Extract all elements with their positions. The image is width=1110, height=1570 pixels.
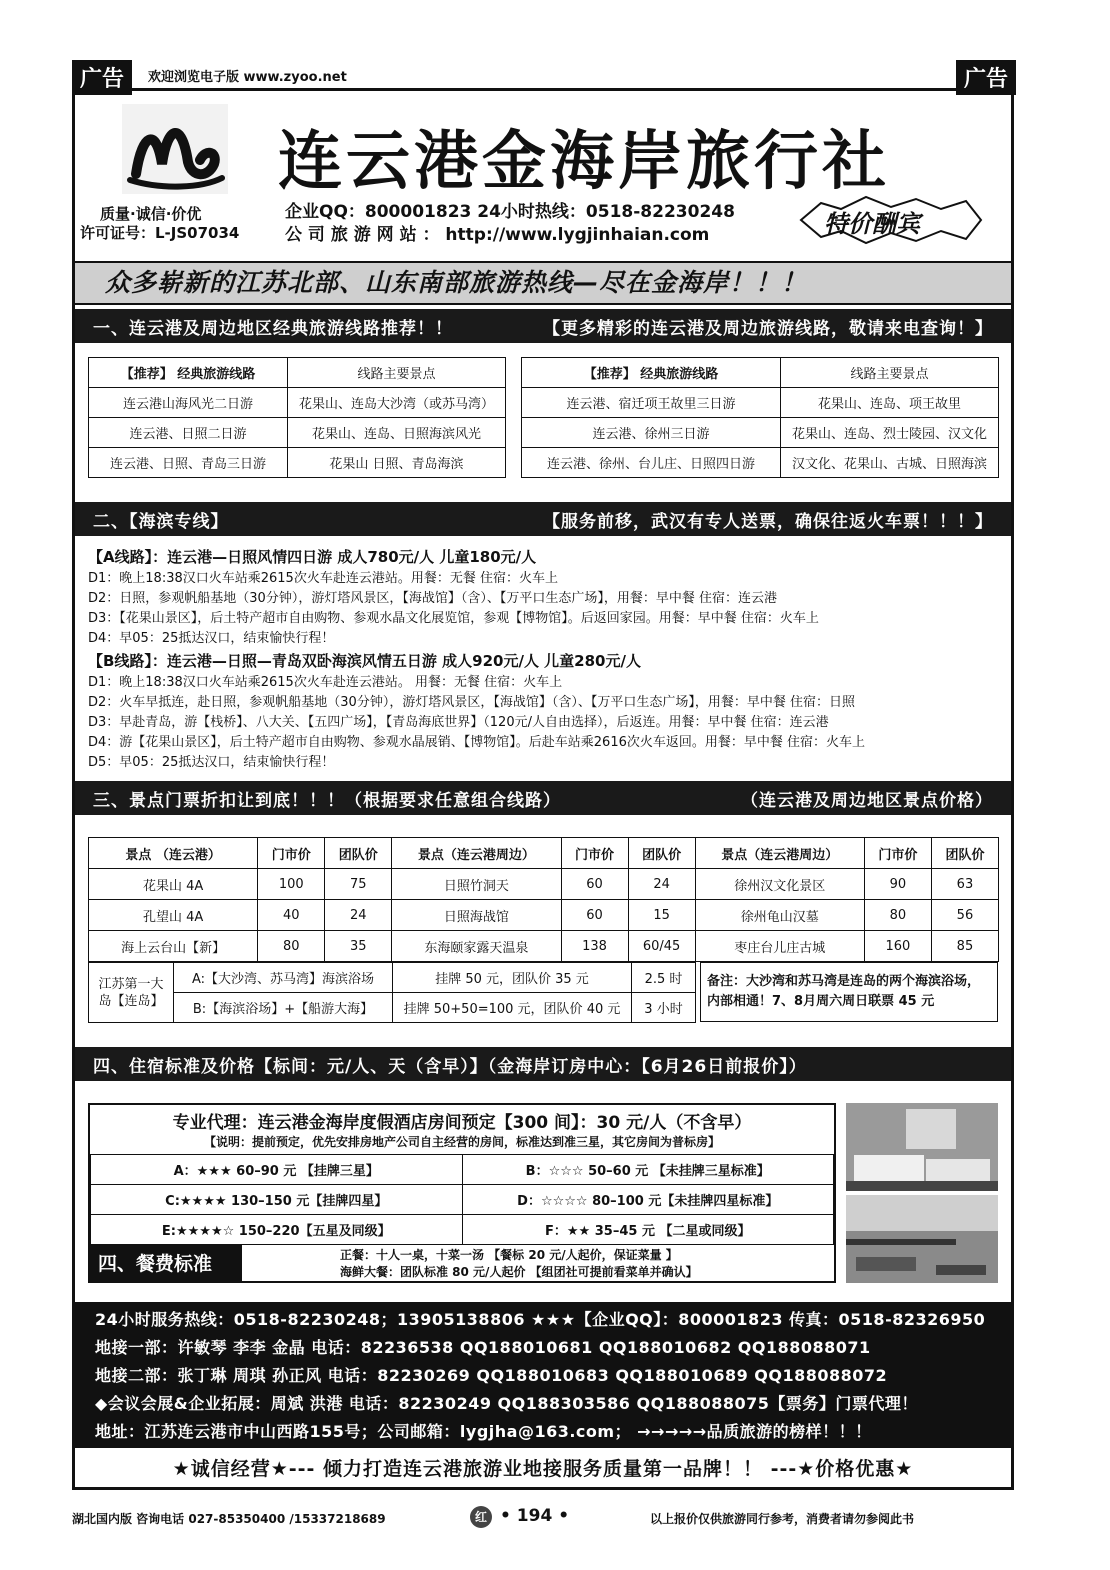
license-number: 许可证号：L-JS07034 xyxy=(80,224,240,242)
table-row: 孔望山 4A 40 24 日照海战馆 60 15 徐州龟山汉墓 80 56 xyxy=(89,900,999,931)
hotel-price-table xyxy=(90,1154,834,1245)
section2-note: 【服务前移，武汉有专人送票，确保往返火车票！！！】 xyxy=(543,511,993,532)
route-table-right: 【推荐】 经典旅游线路 线路主要景点 连云港、宿迁项王故里三日游 花果山、连岛、项王故里 连云港、徐州三日游 花果山、连岛、烈士陵园、汉文化 连云港、徐州、台儿庄、日照四日游 汉文化、花果山、古城、日照海滨 xyxy=(521,357,999,478)
dept-two: 地接二部：张丁琳 周琪 孙正风 电话：82230269 QQ188010683 QQ188010689 QQ188088072 xyxy=(95,1366,888,1385)
pier-icon xyxy=(846,1195,998,1283)
red-badge-icon: 红 xyxy=(470,1506,492,1528)
pier-photo xyxy=(846,1195,998,1283)
motto: ★诚信经营★--- 倾力打造连云港旅游业地接服务质量第一品牌！！ ---★价格优惠★ xyxy=(172,1458,914,1480)
route-a-day: D3：【花果山景区】，后土特产超市自由购物、参观水晶文化展览馆，参观【博物馆】。后返回家园。用餐：早中餐 住宿：火车上 xyxy=(88,611,819,626)
table-row: C:★★★★ 130–150 元【挂牌四星】 D：☆☆☆☆ 80–100 元【未挂牌四星标准】 xyxy=(91,1185,834,1215)
special-offer-stamp: 特价酬宾 xyxy=(796,195,986,245)
edition-info: 湖北国内版 咨询电话 027-85350400 /15337218689 xyxy=(72,1512,386,1526)
section1-bar xyxy=(75,309,1011,343)
table-row: 海上云台山【新】 80 35 东海颐家露天温泉 138 60/45 枣庄台儿庄古城 160 85 xyxy=(89,931,999,962)
table-row: 连云港、日照、青岛三日游 花果山 日照、青岛海滨 xyxy=(89,448,506,478)
contact-block xyxy=(75,1302,1011,1448)
route-table-left: 【推荐】 经典旅游线路 线路主要景点 连云港山海风光二日游 花果山、连岛大沙湾（或苏马湾） 连云港、日照二日游 花果山、连岛、日照海滨风光 连云港、日照、青岛三日游 花果山 日照、青岛海滨 xyxy=(88,357,506,478)
section2-bar xyxy=(75,502,1011,536)
table-row: 花果山 4A 100 75 日照竹洞天 60 24 徐州汉文化景区 90 63 xyxy=(89,869,999,900)
section4-bar xyxy=(75,1047,1011,1081)
logo xyxy=(122,104,228,194)
hotel-room-icon xyxy=(846,1103,998,1191)
page-number: • 194 • xyxy=(500,1506,570,1526)
route-b-day: D5：早05：25抵达汉口，结束愉快行程！ xyxy=(88,755,335,770)
route-b-day: D2：火车早抵连，赴日照，参观帆船基地（30分钟），游灯塔风景区，【海战馆】（含）、【万平口生态广场】，用餐：早中餐 住宿：日照 xyxy=(88,695,855,710)
section2-title: 二、【海滨专线】 xyxy=(93,511,229,532)
route-b-day: D1：晚上18:38汉口火车站乘2615次火车赴连云港站。 用餐：无餐 住宿：火车上 xyxy=(88,675,563,690)
table-row: 连云港、徐州、台儿庄、日照四日游 汉文化、花果山、古城、日照海滨 xyxy=(522,448,999,478)
dept-one: 地接一部：许敏琴 李李 金晶 电话：82236538 QQ188010681 QQ188010682 QQ188088071 xyxy=(95,1338,871,1357)
slogan: 质量·诚信·价优 xyxy=(100,205,202,223)
ad-tag-left: 广告 xyxy=(72,60,132,95)
route-a-day: D2：日照，参观帆船基地（30分钟），游灯塔风景区，【海战馆】（含）、【万平口生态广场】，用餐：早中餐 住宿：连云港 xyxy=(88,591,777,606)
brush-m-logo-icon xyxy=(122,104,228,194)
table-row: A：★★★ 60–90 元 【挂牌三星】 B：☆☆☆ 50–60 元 【未挂牌三星标准】 xyxy=(91,1155,834,1185)
island-note: 备注：大沙湾和苏马湾是连岛的两个海滨浴场，内部相通！7、8月周六周日联票 45 元 xyxy=(700,962,998,1022)
table-row: E:★★★★☆ 150–220【五星及同级】 F：★★ 35–45 元 【二星或同级】 xyxy=(91,1215,834,1245)
route-a-title: 【A线路】：连云港—日照风情四日游 成人780元/人 儿童180元/人 xyxy=(88,548,537,566)
meal-title: 四、餐费标准 xyxy=(90,1245,242,1283)
hotline: 24小时服务热线：0518-82230248；13905138806 ★★★【企业QQ】：800001823 传真：0518-82326950 xyxy=(95,1310,986,1329)
itinerary xyxy=(88,545,1008,773)
hotel-box xyxy=(88,1103,836,1283)
address: 地址：江苏连云港市中山西路155号；公司邮箱：lygjha@163.com； →→→→→品质旅游的榜样！！！ xyxy=(95,1422,872,1441)
section1-title: 一、连云港及周边地区经典旅游线路推荐！！ xyxy=(93,318,453,339)
table-row: 连云港山海风光二日游 花果山、连岛大沙湾（或苏马湾） xyxy=(89,388,506,418)
ticket-table: 景点 （连云港） 门市价 团队价 景点（连云港周边） 门市价 团队价 景点（连云港周边） 门市价 团队价 花果山 4A 100 75 日照竹洞天 60 24 徐州汉文化景区 90 63 孔望山 4A 40 24 日照海战馆 60 15 徐州龟山汉墓 80 56 海上云台山【新】 80 35 东海颐家露天温泉 138 60/45 枣庄台儿庄古城 160 85 xyxy=(88,837,999,962)
table-row: 连云港、日照二日游 花果山、连岛、日照海滨风光 xyxy=(89,418,506,448)
route-b-day: D4：游【花果山景区】，后土特产超市自由购物、参观水晶展销、【博物馆】。后赴车站乘2616次火车返回。用餐：早中餐 住宿：火车上 xyxy=(88,735,865,750)
section1-note: 【更多精彩的连云港及周边旅游线路，敬请来电查询！】 xyxy=(543,318,993,339)
section3-title: 三、景点门票折扣让到底！！！（根据要求任意组合线路） xyxy=(93,790,561,811)
table-row: 连云港、宿迁项王故里三日游 花果山、连岛、项王故里 xyxy=(522,388,999,418)
ad-tag-right: 广告 xyxy=(956,60,1016,95)
meal-info: 正餐：十人一桌，十菜一汤 【餐标 20 元/人起价，保证菜量 】 海鲜大餐：团队标准 80 元/人起价 【组团社可提前看菜单并确认】 xyxy=(340,1248,698,1279)
hotel-agent: 专业代理：连云港金海岸度假酒店房间预定【300 间】：30 元/人（不含早） xyxy=(172,1113,752,1133)
hotel-room-photo xyxy=(846,1103,998,1191)
website[interactable]: 公 司 旅 游 网 站 ： http://www.lygjinhaian.com xyxy=(285,225,710,245)
route-b-title: 【B线路】：连云港—日照—青岛双卧海滨风情五日游 成人920元/人 儿童280元/人 xyxy=(88,652,641,670)
section4-title: 四、住宿标准及价格【标间：元/人、天（含早）】（金海岸订房中心：【6月26日前报价】） xyxy=(93,1056,807,1077)
hotel-explain: 【说明：提前预定，优先安排房地产公司自主经营的房间，标准达到准三星，其它房间为普标房】 xyxy=(203,1135,720,1149)
banner: 众多崭新的江苏北部、山东南部旅游热线—尽在金海岸！！！ xyxy=(75,261,1011,305)
disclaimer: 以上报价仅供旅游同行参考，消费者请勿参阅此书 xyxy=(650,1512,915,1526)
route-a-day: D4：早05：25抵达汉口，结束愉快行程！ xyxy=(88,631,335,646)
qq-hotline: 企业QQ：800001823 24小时热线：0518-82230248 xyxy=(285,202,735,222)
welcome-text: 欢迎浏览电子版 www.zyoo.net xyxy=(148,70,347,85)
section3-note: （连云港及周边地区景点价格） xyxy=(741,790,993,811)
section3-bar xyxy=(75,781,1011,815)
route-a-day: D1：晚上18:38汉口火车站乘2615次火车赴连云港站。用餐：无餐 住宿：火车上 xyxy=(88,571,558,586)
table-row: 连云港、徐州三日游 花果山、连岛、烈士陵园、汉文化 xyxy=(522,418,999,448)
route-b-day: D3：早赴青岛，游【栈桥】、八大关、【五四广场】，【青岛海底世界】（120元/人自由选择），后返连。用餐：早中餐 住宿：连云港 xyxy=(88,715,829,730)
company-name: 连云港金海岸旅行社 xyxy=(278,125,890,199)
island-table: 江苏第一大岛【连岛】 A:【大沙湾、苏马湾】海滨浴场 挂牌 50 元，团队价 35 元 2.5 时 B:【海滨浴场】+【船游大海】 挂牌 50+50=100 元，团队价 40 元 3 小时 xyxy=(88,962,696,1023)
meeting-dept: ◆会议会展&企业拓展：周斌 洪港 电话：82230249 QQ188303586 QQ188088075【票务】门票代理！ xyxy=(95,1394,918,1413)
